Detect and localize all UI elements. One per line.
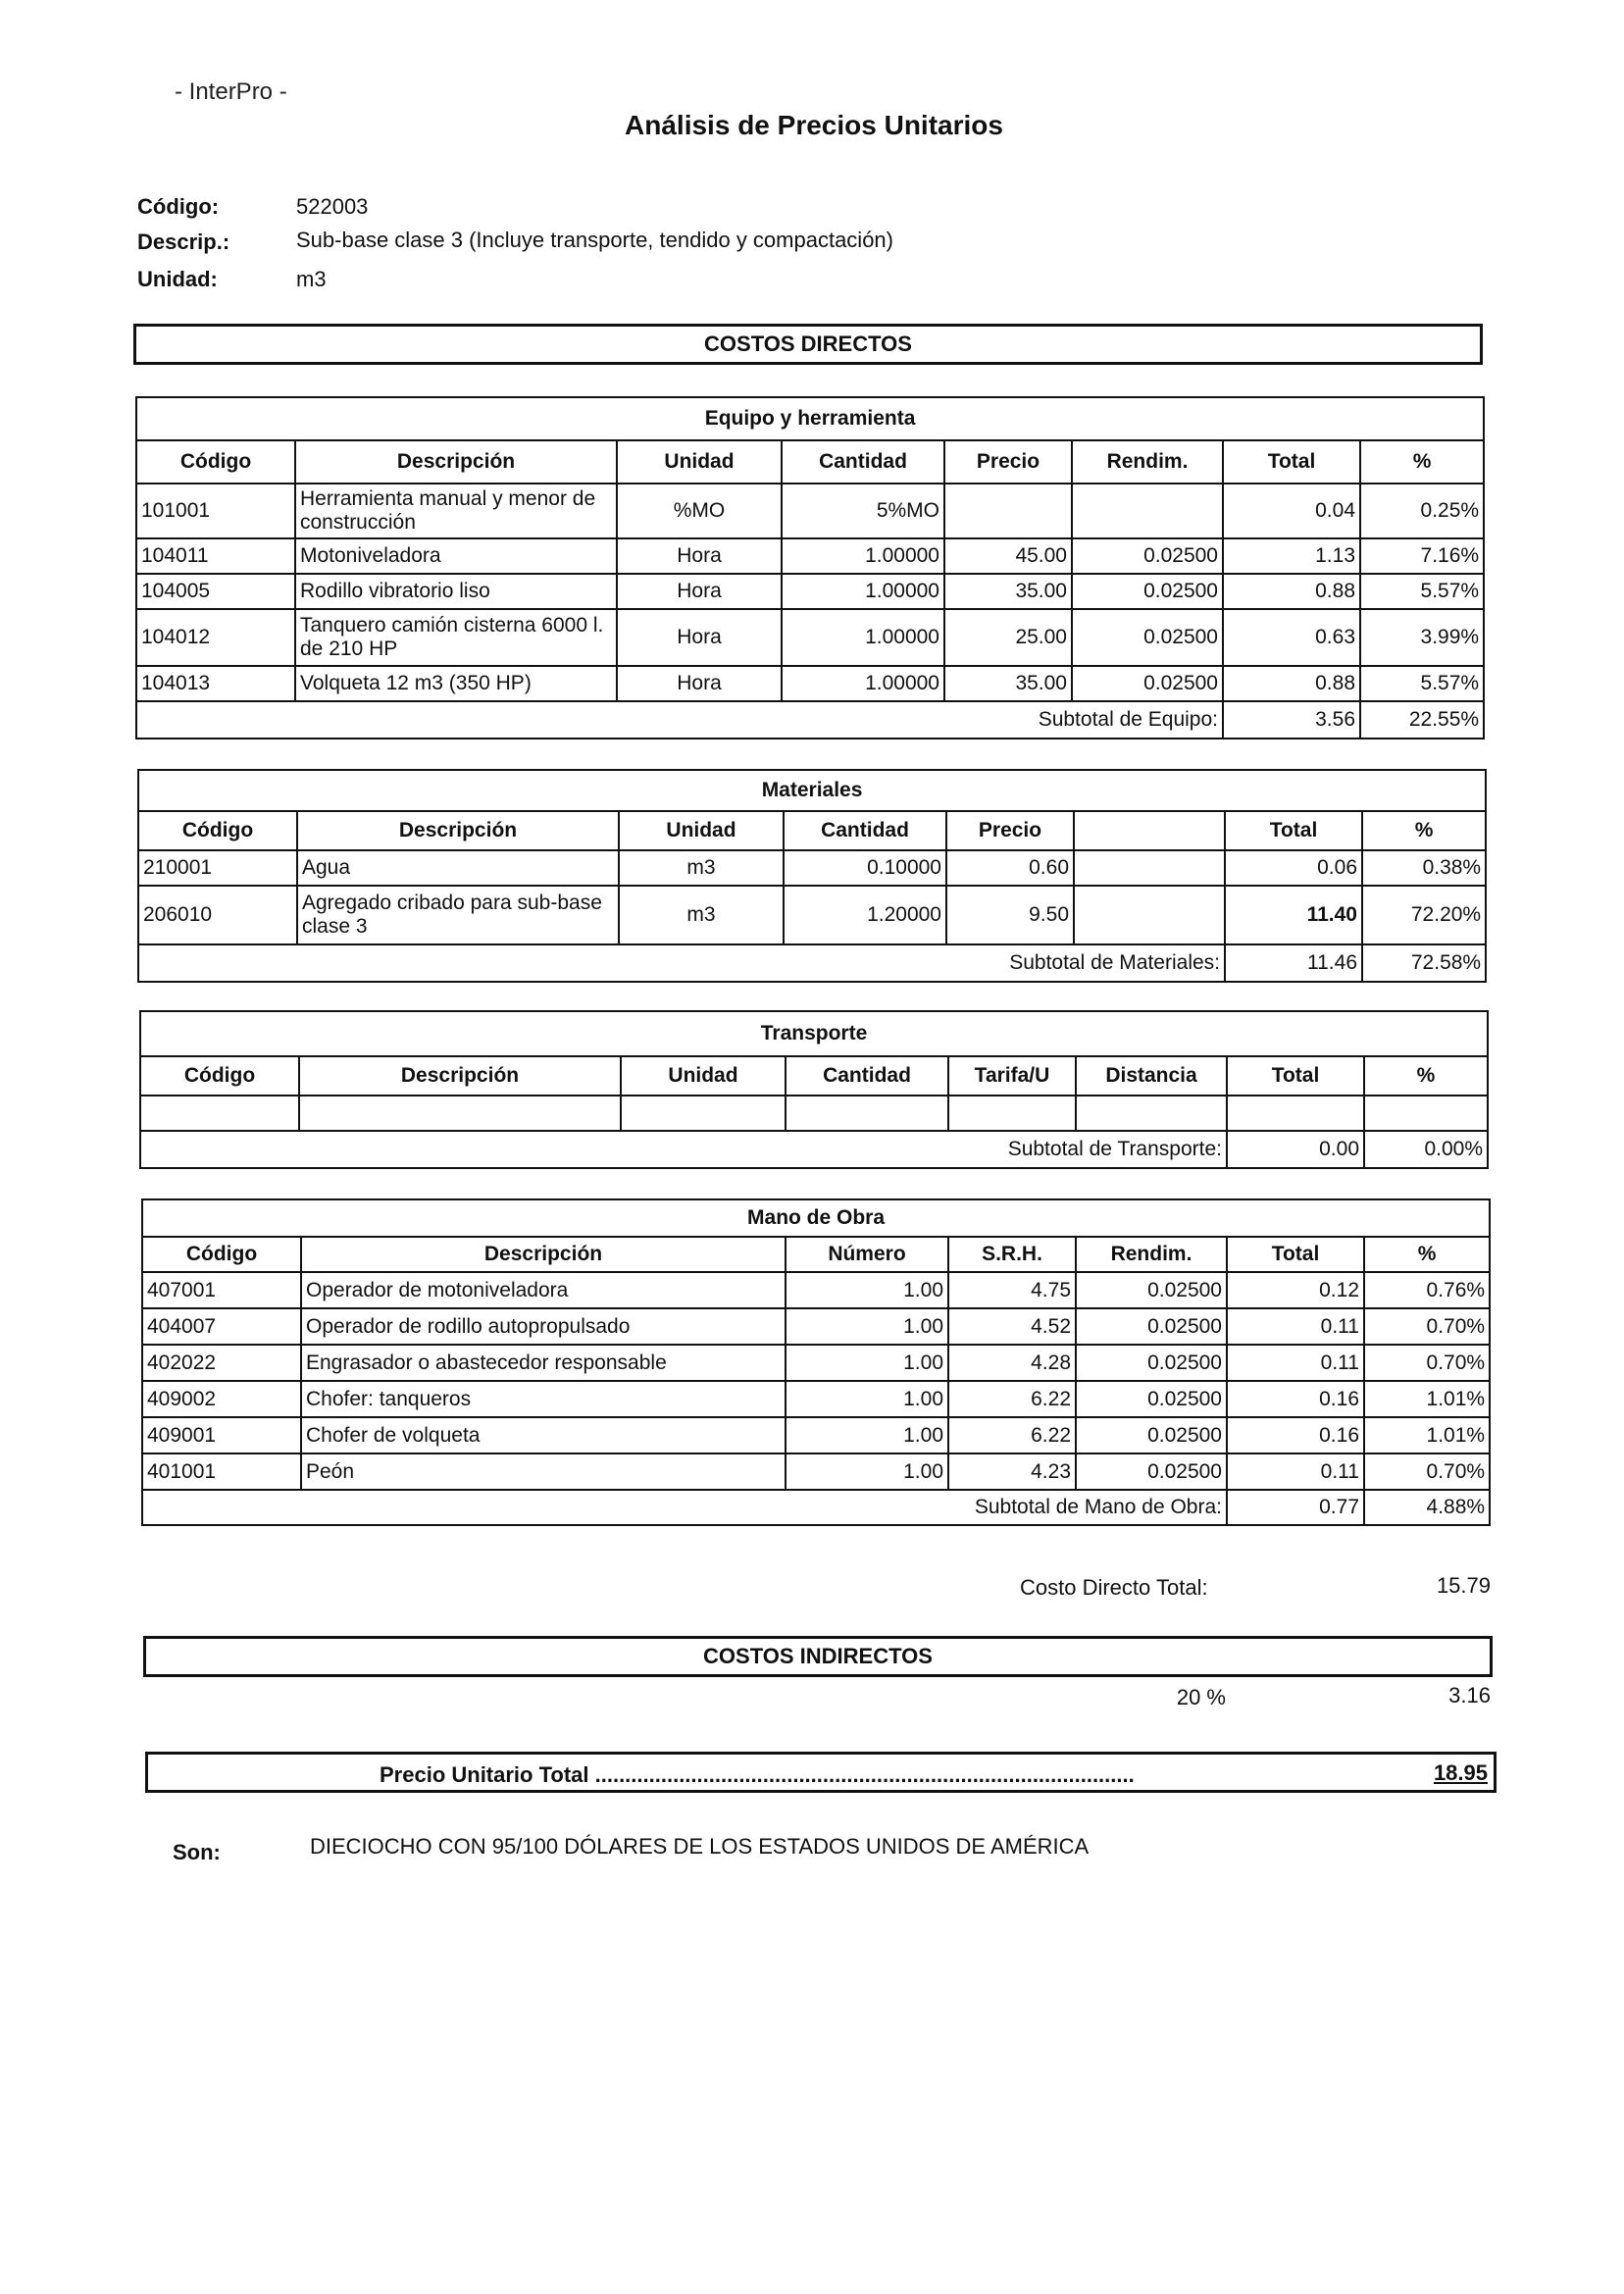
cell-descripcion: Chofer: tanqueros: [301, 1381, 786, 1417]
subtotal-mano-obra-label: Subtotal de Mano de Obra:: [142, 1490, 1227, 1525]
indirectos-pct: 20 %: [1176, 1685, 1226, 1709]
cell-pct: 0.70%: [1364, 1345, 1490, 1381]
cell-srh: 4.28: [948, 1345, 1076, 1381]
table-row: [140, 1096, 1488, 1131]
cell-srh: 6.22: [948, 1417, 1076, 1453]
header-cantidad: Cantidad: [782, 440, 944, 484]
cell-empty: [948, 1096, 1076, 1131]
cell-empty: [1227, 1096, 1364, 1131]
cell-pct: 0.70%: [1364, 1453, 1490, 1490]
header-total: Total: [1227, 1056, 1364, 1096]
cell-precio: 25.00: [944, 609, 1072, 666]
table-row: [136, 484, 1484, 538]
header-unidad: Unidad: [619, 811, 784, 850]
cell-rendim: 0.02500: [1072, 609, 1223, 666]
cell-cantidad: 1.00000: [782, 609, 944, 666]
cell-srh: 4.23: [948, 1453, 1076, 1490]
subtotal-transporte-label: Subtotal de Transporte:: [140, 1131, 1227, 1168]
table-row: [138, 886, 1486, 944]
cell-pct: 1.01%: [1364, 1381, 1490, 1417]
cell-total: 0.06: [1225, 850, 1362, 886]
header-precio: Precio: [944, 440, 1072, 484]
cell-descripcion: Operador de motoniveladora: [301, 1272, 786, 1308]
subtotal-transporte-value: 0.00: [1227, 1131, 1364, 1168]
cell-descripcion: Agregado cribado para sub-base clase 3: [297, 886, 619, 944]
cell-pct: 0.70%: [1364, 1308, 1490, 1345]
cell-codigo: 407001: [142, 1272, 301, 1308]
table-row: [138, 850, 1486, 886]
cell-pct: 0.38%: [1362, 850, 1486, 886]
cell-total: 0.12: [1227, 1272, 1364, 1308]
cell-rendim: 0.02500: [1076, 1345, 1227, 1381]
cell-codigo: 104013: [136, 666, 295, 701]
header-rendim: Rendim.: [1072, 440, 1223, 484]
table-row: [142, 1345, 1490, 1381]
header-blank: [1074, 811, 1225, 850]
cell-total: 11.40: [1225, 886, 1362, 944]
header-descripcion: Descripción: [297, 811, 619, 850]
cell-rendim: 0.02500: [1072, 666, 1223, 701]
table-row: [142, 1453, 1490, 1490]
subtotal-mano-obra-pct: 4.88%: [1364, 1490, 1490, 1525]
table-row: [142, 1417, 1490, 1453]
header-total: Total: [1225, 811, 1362, 850]
cell-numero: 1.00: [786, 1453, 948, 1490]
cell-pct: 5.57%: [1360, 574, 1484, 609]
cell-cantidad: 1.00000: [782, 574, 944, 609]
cell-unidad: Hora: [617, 666, 782, 701]
subtotal-row: [140, 1131, 1488, 1168]
codigo-value: 522003: [296, 194, 369, 219]
header-codigo: Código: [142, 1237, 301, 1272]
cell-descripcion: Rodillo vibratorio liso: [295, 574, 617, 609]
cell-empty: [1364, 1096, 1488, 1131]
header-codigo: Código: [140, 1056, 299, 1096]
cell-empty: [621, 1096, 786, 1131]
cell-descripcion: Tanquero camión cisterna 6000 l. de 210 HP: [295, 609, 617, 666]
cell-precio: 45.00: [944, 538, 1072, 574]
subtotal-materiales-pct: 72.58%: [1362, 944, 1486, 982]
cell-codigo: 206010: [138, 886, 297, 944]
header-total: Total: [1223, 440, 1360, 484]
cell-total: 0.16: [1227, 1381, 1364, 1417]
cell-descripcion: Motoniveladora: [295, 538, 617, 574]
header-unidad: Unidad: [617, 440, 782, 484]
cell-unidad: m3: [619, 850, 784, 886]
subtotal-equipo-value: 3.56: [1223, 701, 1360, 739]
cell-precio: 9.50: [946, 886, 1074, 944]
cell-cantidad: 1.00000: [782, 538, 944, 574]
subtotal-materiales-label: Subtotal de Materiales:: [138, 944, 1225, 982]
cell-total: 1.13: [1223, 538, 1360, 574]
cell-rendim: 0.02500: [1076, 1381, 1227, 1417]
cell-total: 0.88: [1223, 666, 1360, 701]
header-pct: %: [1364, 1237, 1490, 1272]
cell-total: 0.88: [1223, 574, 1360, 609]
subtotal-equipo-pct: 22.55%: [1360, 701, 1484, 739]
cell-codigo: 401001: [142, 1453, 301, 1490]
header-pct: %: [1364, 1056, 1488, 1096]
son-label: Son:: [173, 1840, 221, 1864]
cell-rendim: 0.02500: [1076, 1417, 1227, 1453]
cell-numero: 1.00: [786, 1308, 948, 1345]
cell-codigo: 404007: [142, 1308, 301, 1345]
cell-codigo: 210001: [138, 850, 297, 886]
cell-numero: 1.00: [786, 1381, 948, 1417]
descrip-label: Descrip.:: [137, 229, 230, 254]
codigo-label: Código:: [137, 194, 220, 219]
header-codigo: Código: [136, 440, 295, 484]
header-unidad: Unidad: [621, 1056, 786, 1096]
cell-total: 0.63: [1223, 609, 1360, 666]
cell-precio: [944, 484, 1072, 538]
cell-numero: 1.00: [786, 1272, 948, 1308]
transporte-table: [139, 1010, 1489, 1169]
brand-text: - InterPro -: [175, 78, 287, 105]
cell-descripcion: Chofer de volqueta: [301, 1417, 786, 1453]
cell-descripcion: Volqueta 12 m3 (350 HP): [295, 666, 617, 701]
cell-total: 0.11: [1227, 1453, 1364, 1490]
cell-descripcion: Herramienta manual y menor de construcción: [295, 484, 617, 538]
costos-indirectos-banner: [143, 1636, 1493, 1677]
subtotal-row: [138, 944, 1486, 982]
header-descripcion: Descripción: [301, 1237, 786, 1272]
table-row: [142, 1308, 1490, 1345]
costo-directo-total-label: Costo Directo Total:: [1020, 1575, 1208, 1600]
cell-unidad: m3: [619, 886, 784, 944]
materiales-table: [137, 769, 1487, 983]
table-row: [136, 574, 1484, 609]
cell-codigo: 104012: [136, 609, 295, 666]
mano-obra-table: [141, 1198, 1491, 1526]
cell-pct: 72.20%: [1362, 886, 1486, 944]
equipo-table: [135, 396, 1485, 739]
cell-descripcion: Peón: [301, 1453, 786, 1490]
cell-codigo: 409002: [142, 1381, 301, 1417]
cell-unidad: Hora: [617, 538, 782, 574]
header-numero: Número: [786, 1237, 948, 1272]
header-cantidad: Cantidad: [786, 1056, 948, 1096]
cell-blank: [1074, 886, 1225, 944]
subtotal-materiales-value: 11.46: [1225, 944, 1362, 982]
cell-descripcion: Operador de rodillo autopropulsado: [301, 1308, 786, 1345]
subtotal-row: [142, 1490, 1490, 1525]
unidad-label: Unidad:: [137, 267, 218, 291]
header-descripcion: Descripción: [299, 1056, 621, 1096]
cell-cantidad: 1.20000: [784, 886, 946, 944]
cell-precio: 0.60: [946, 850, 1074, 886]
table-row: [142, 1381, 1490, 1417]
cell-precio: 35.00: [944, 574, 1072, 609]
header-tarifa: Tarifa/U: [948, 1056, 1076, 1096]
cell-total: 0.16: [1227, 1417, 1364, 1453]
cell-rendim: 0.02500: [1076, 1272, 1227, 1308]
cell-rendim: 0.02500: [1072, 574, 1223, 609]
cell-pct: 7.16%: [1360, 538, 1484, 574]
cell-blank: [1074, 850, 1225, 886]
subtotal-equipo-label: Subtotal de Equipo:: [136, 701, 1223, 739]
subtotal-mano-obra-value: 0.77: [1227, 1490, 1364, 1525]
cell-rendim: 0.02500: [1076, 1308, 1227, 1345]
subtotal-transporte-pct: 0.00%: [1364, 1131, 1488, 1168]
header-distancia: Distancia: [1076, 1056, 1227, 1096]
cell-precio: 35.00: [944, 666, 1072, 701]
cell-pct: 0.76%: [1364, 1272, 1490, 1308]
table-row: [136, 609, 1484, 666]
header-precio: Precio: [946, 811, 1074, 850]
cell-srh: 6.22: [948, 1381, 1076, 1417]
cell-unidad: Hora: [617, 574, 782, 609]
header-descripcion: Descripción: [295, 440, 617, 484]
cell-pct: 5.57%: [1360, 666, 1484, 701]
header-codigo: Código: [138, 811, 297, 850]
cell-codigo: 409001: [142, 1417, 301, 1453]
equipo-section-title: Equipo y herramienta: [136, 397, 1484, 440]
page-title: Análisis de Precios Unitarios: [625, 110, 1003, 140]
cell-empty: [786, 1096, 948, 1131]
transporte-section-title: Transporte: [140, 1011, 1488, 1056]
cell-cantidad: 0.10000: [784, 850, 946, 886]
cell-unidad: Hora: [617, 609, 782, 666]
header-srh: S.R.H.: [948, 1237, 1076, 1272]
header-total: Total: [1227, 1237, 1364, 1272]
subtotal-row: [136, 701, 1484, 739]
table-row: [142, 1272, 1490, 1308]
header-pct: %: [1362, 811, 1486, 850]
cell-numero: 1.00: [786, 1345, 948, 1381]
cell-total: 0.04: [1223, 484, 1360, 538]
son-text: DIECIOCHO CON 95/100 DÓLARES DE LOS ESTADOS UNIDOS DE AMÉRICA: [310, 1834, 1090, 1859]
cell-codigo: 104005: [136, 574, 295, 609]
descrip-value: Sub-base clase 3 (Incluye transporte, tendido y compactación): [296, 228, 893, 252]
cell-unidad: %MO: [617, 484, 782, 538]
cell-numero: 1.00: [786, 1417, 948, 1453]
cell-descripcion: Engrasador o abastecedor responsable: [301, 1345, 786, 1381]
table-row: [136, 538, 1484, 574]
precio-unitario-total: 18.95: [1433, 1760, 1488, 1785]
cell-rendim: 0.02500: [1072, 538, 1223, 574]
cell-cantidad: 1.00000: [782, 666, 944, 701]
indirectos-value: 3.16: [1448, 1683, 1491, 1708]
cell-codigo: 101001: [136, 484, 295, 538]
table-row: [136, 666, 1484, 701]
header-rendim: Rendim.: [1076, 1237, 1227, 1272]
costos-directos-banner: [133, 324, 1483, 365]
unidad-value: m3: [296, 267, 327, 291]
cell-srh: 4.52: [948, 1308, 1076, 1345]
header-pct: %: [1360, 440, 1484, 484]
cell-descripcion: Agua: [297, 850, 619, 886]
cell-total: 0.11: [1227, 1345, 1364, 1381]
cell-empty: [1076, 1096, 1227, 1131]
precio-unitario-label: Precio Unitario Total ..........................................................................................: [380, 1762, 1135, 1787]
cell-pct: 1.01%: [1364, 1417, 1490, 1453]
costos-directos-title: COSTOS DIRECTOS: [704, 331, 912, 356]
cell-cantidad: 5%MO: [782, 484, 944, 538]
cell-srh: 4.75: [948, 1272, 1076, 1308]
costos-indirectos-title: COSTOS INDIRECTOS: [703, 1644, 933, 1668]
cell-pct: 3.99%: [1360, 609, 1484, 666]
cell-rendim: [1072, 484, 1223, 538]
costo-directo-total-value: 15.79: [1436, 1573, 1491, 1598]
precio-unitario-box: [145, 1752, 1497, 1793]
cell-pct: 0.25%: [1360, 484, 1484, 538]
cell-rendim: 0.02500: [1076, 1453, 1227, 1490]
cell-codigo: 104011: [136, 538, 295, 574]
header-cantidad: Cantidad: [784, 811, 946, 850]
mano-obra-section-title: Mano de Obra: [142, 1199, 1490, 1237]
cell-empty: [140, 1096, 299, 1131]
cell-total: 0.11: [1227, 1308, 1364, 1345]
materiales-section-title: Materiales: [138, 770, 1486, 811]
cell-empty: [299, 1096, 621, 1131]
cell-codigo: 402022: [142, 1345, 301, 1381]
